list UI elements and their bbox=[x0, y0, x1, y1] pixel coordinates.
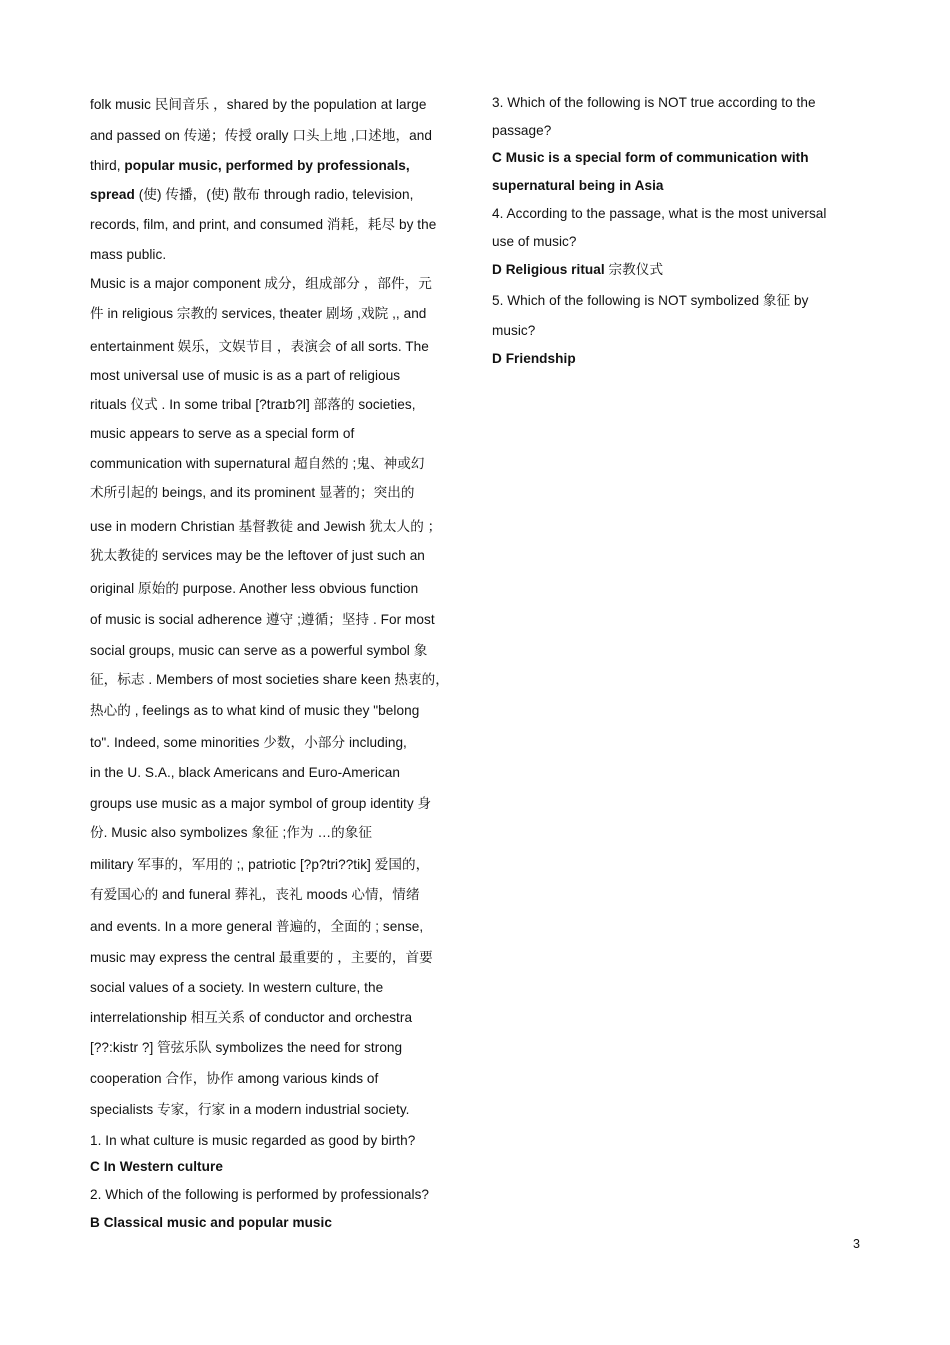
bold-text: C Music is a special form of communication with bbox=[492, 150, 809, 165]
text-segment: original 原始的 purpose. Another less obvious function bbox=[90, 581, 419, 596]
text-segment: communication with supernatural 超自然的 ;鬼、神或幻 bbox=[90, 456, 425, 471]
text-segment: entertainment 娱乐，文娱节目 ，表演会 of all sorts. The bbox=[90, 339, 429, 354]
text-segment: 术所引起的 beings, and its prominent 显著的；突出的 bbox=[90, 485, 415, 500]
text-segment: 5. Which of the following is NOT symbolized 象征 by bbox=[492, 293, 809, 308]
text-segment: social groups, music can serve as a powerful symbol 象 bbox=[90, 643, 428, 658]
left-line bbox=[90, 950, 433, 966]
text-segment: records, film, and print, and consumed 消耗，耗尽 by the bbox=[90, 217, 437, 232]
left-line bbox=[90, 980, 383, 996]
bold-text: D Friendship bbox=[492, 351, 576, 366]
text-segment: social values of a society. In western culture, the bbox=[90, 980, 384, 995]
text-segment: in the U. S.A., black Americans and Euro-American bbox=[90, 765, 400, 780]
text-segment: [??:kistr ?] 管弦乐队 symbolizes the need for strong bbox=[90, 1040, 403, 1055]
text-segment: use in modern Christian 基督教徒 and Jewish 犹太人的 ； bbox=[90, 519, 442, 534]
text-segment: groups use music as a major symbol of group identity 身 bbox=[90, 796, 432, 811]
text-segment: and events. In a more general 普遍的，全面的 ; sense, bbox=[90, 919, 424, 934]
text-segment: 2. Which of the following is performed by professionals? bbox=[90, 1187, 430, 1202]
left-line bbox=[90, 519, 441, 535]
left-line bbox=[90, 672, 449, 688]
left-line bbox=[90, 187, 413, 203]
text-segment: passage? bbox=[492, 123, 552, 138]
text-segment: 4. According to the passage, what is the most universal bbox=[492, 206, 827, 221]
left-line bbox=[90, 158, 410, 174]
text-segment: (使) 传播，(使) 散布 through radio, television, bbox=[134, 187, 414, 202]
text-segment: music? bbox=[492, 323, 536, 338]
left-line bbox=[90, 581, 418, 597]
left-line bbox=[90, 796, 431, 812]
text-segment: cooperation 合作，协作 among various kinds of bbox=[90, 1071, 379, 1086]
text-segment: 热心的 , feelings as to what kind of music they "belong bbox=[90, 703, 420, 718]
text-segment: 宗教仪式 bbox=[604, 262, 664, 277]
left-line bbox=[90, 128, 432, 144]
bold-text: popular music, performed by professionals, bbox=[124, 158, 410, 173]
text-segment: to". Indeed, some minorities 少数，小部分 including, bbox=[90, 735, 407, 750]
bold-text: B Classical music and popular music bbox=[90, 1215, 332, 1230]
left-line bbox=[90, 548, 425, 564]
left-line bbox=[90, 1215, 332, 1231]
left-line bbox=[90, 1040, 402, 1056]
left-line bbox=[90, 97, 426, 113]
right-line bbox=[492, 351, 576, 367]
text-segment: specialists 专家，行家 in a modern industrial society. bbox=[90, 1102, 410, 1117]
left-line bbox=[90, 1159, 223, 1175]
right-line bbox=[492, 234, 577, 250]
text-segment: most universal use of music is as a part of religious bbox=[90, 368, 401, 383]
left-line bbox=[90, 1133, 415, 1149]
bold-text: supernatural being in Asia bbox=[492, 178, 664, 193]
left-line bbox=[90, 825, 372, 841]
text-segment: 有爱国心的 and funeral 葬礼，丧礼 moods 心情，情绪 bbox=[90, 887, 420, 902]
text-segment: 征，标志 . Members of most societies share keen 热衷的， bbox=[90, 672, 449, 687]
text-segment: of music is social adherence 遵守 ;遵循；坚持 . For most bbox=[90, 612, 435, 627]
text-segment: music appears to serve as a special form of bbox=[90, 426, 355, 441]
left-line bbox=[90, 857, 429, 873]
left-line bbox=[90, 1010, 412, 1026]
left-line bbox=[90, 643, 427, 659]
bold-text: C In Western culture bbox=[90, 1159, 223, 1174]
left-line bbox=[90, 217, 436, 233]
text-segment: use of music? bbox=[492, 234, 577, 249]
left-line bbox=[90, 368, 400, 384]
left-line bbox=[90, 735, 407, 751]
left-line bbox=[90, 397, 416, 413]
page-number: 3 bbox=[853, 1237, 860, 1251]
left-line bbox=[90, 247, 166, 263]
text-segment: third, bbox=[90, 158, 125, 173]
text-segment: folk music 民间音乐 ，shared by the population at large bbox=[90, 97, 427, 112]
left-line bbox=[90, 485, 415, 501]
right-line bbox=[492, 206, 826, 222]
left-line bbox=[90, 919, 423, 935]
right-line bbox=[492, 150, 809, 166]
right-line bbox=[492, 323, 535, 339]
text-segment: mass public. bbox=[90, 247, 167, 262]
text-segment: 1. In what culture is music regarded as good by birth? bbox=[90, 1133, 416, 1148]
left-line bbox=[90, 426, 354, 442]
left-line bbox=[90, 276, 432, 292]
right-line bbox=[492, 123, 551, 139]
left-line bbox=[90, 1187, 429, 1203]
bold-text: spread bbox=[90, 187, 135, 202]
left-line bbox=[90, 612, 435, 628]
left-line bbox=[90, 1102, 410, 1118]
right-line bbox=[492, 262, 663, 278]
bold-text: D Religious ritual bbox=[492, 262, 605, 277]
left-line bbox=[90, 703, 419, 719]
right-line bbox=[492, 293, 808, 309]
left-line bbox=[90, 1071, 378, 1087]
text-segment: interrelationship 相互关系 of conductor and orchestra bbox=[90, 1010, 413, 1025]
text-segment: and passed on 传递；传授 orally 口头上地 ,口述地，and bbox=[90, 128, 432, 143]
left-line bbox=[90, 339, 429, 355]
text-segment: 3. Which of the following is NOT true according to the bbox=[492, 95, 816, 110]
right-line bbox=[492, 178, 664, 194]
text-segment: rituals 仪式 . In some tribal [?traɪb?l] 部落的 societies, bbox=[90, 397, 416, 412]
text-segment: 份. Music also symbolizes 象征 ;作为 …的象征 bbox=[90, 825, 373, 840]
text-segment: 件 in religious 宗教的 services, theater 剧场 ,戏院 ,, and bbox=[90, 306, 427, 321]
text-segment: military 军事的，军用的 ;, patriotic [?p?tri??tik] 爱国的， bbox=[90, 857, 430, 872]
left-line bbox=[90, 306, 426, 322]
right-line bbox=[492, 95, 816, 111]
text-segment: music may express the central 最重要的 ，主要的，首要 bbox=[90, 950, 433, 965]
left-line bbox=[90, 765, 400, 781]
left-line bbox=[90, 887, 420, 903]
left-line bbox=[90, 456, 425, 472]
text-segment: Music is a major component 成分，组成部分 ，部件，元 bbox=[90, 276, 432, 291]
text-segment: 犹太教徒的 services may be the leftover of just such an bbox=[90, 548, 425, 563]
